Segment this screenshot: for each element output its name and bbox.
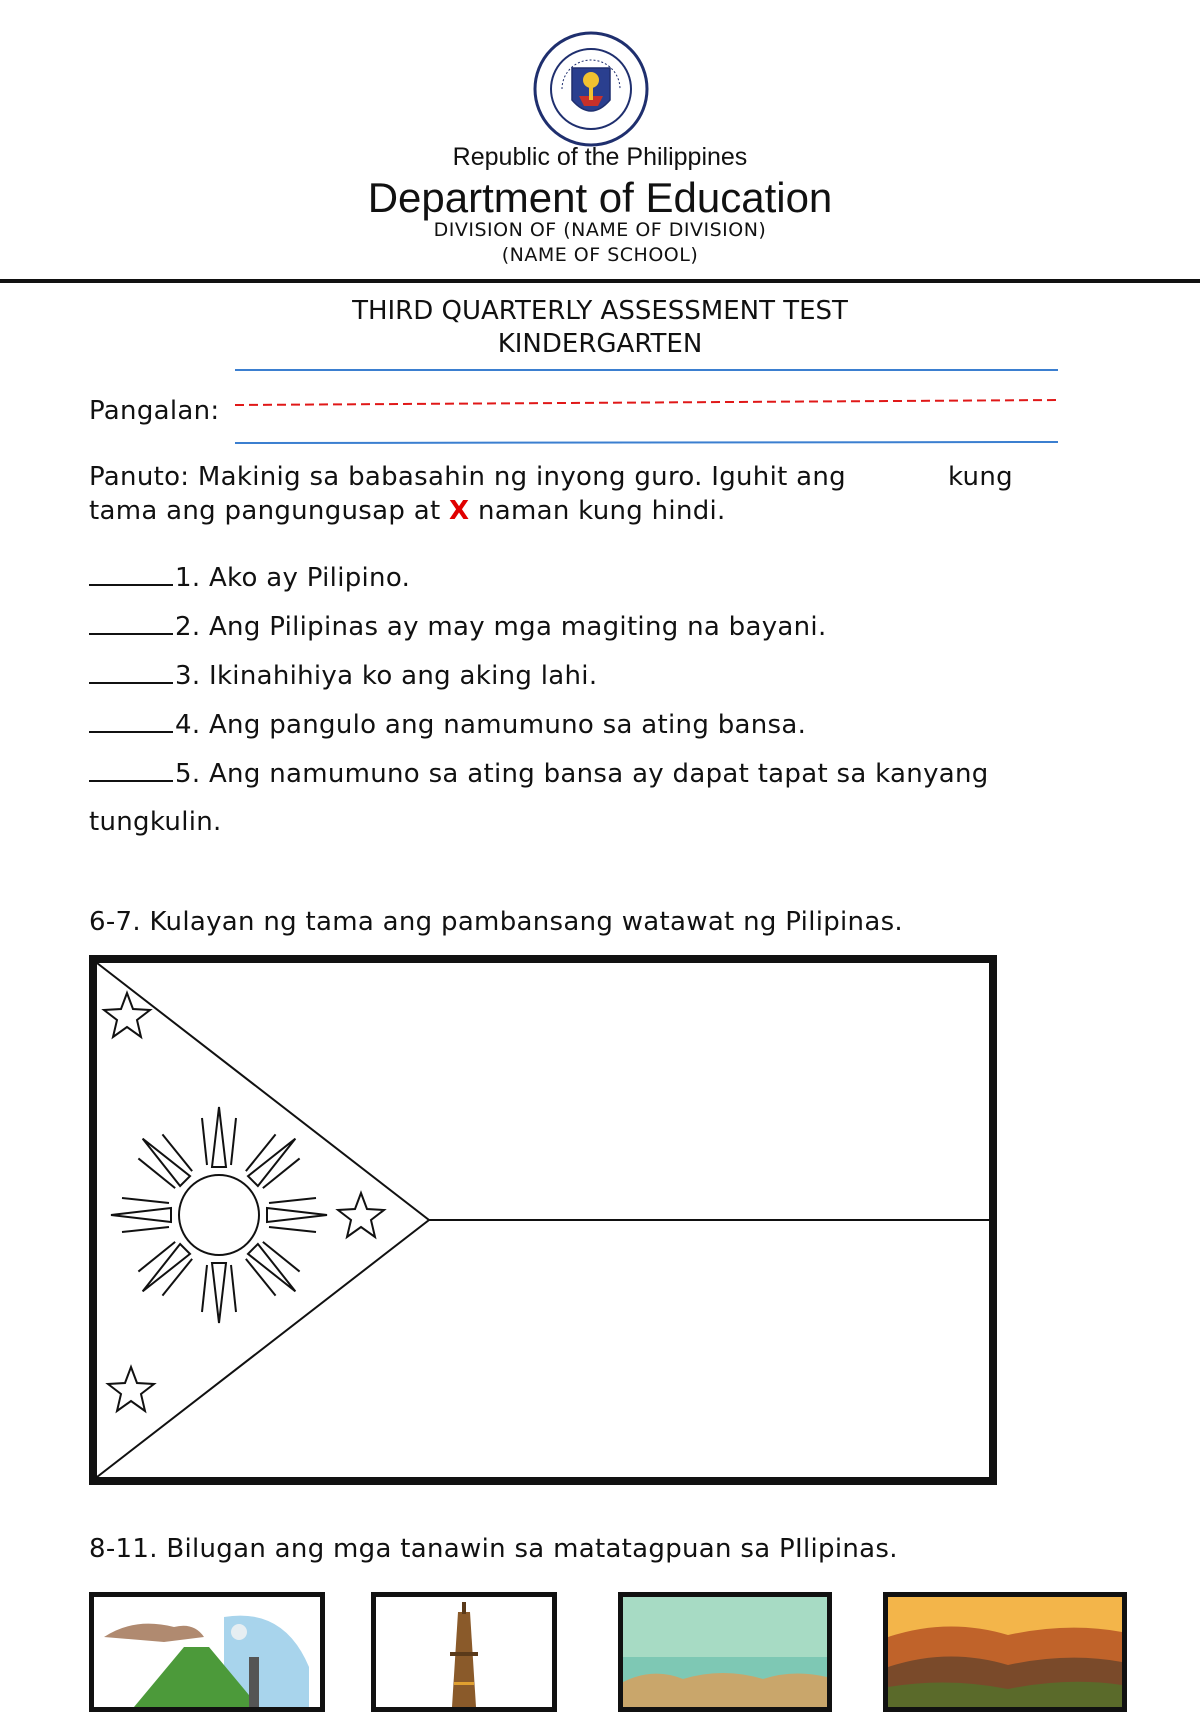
philippine-flag-outline[interactable] <box>89 955 997 1485</box>
volcano-icon <box>94 1597 320 1707</box>
answer-blank[interactable] <box>89 758 173 782</box>
question-item-1: 1. Ako ay Pilipino. <box>89 562 410 593</box>
question-item-4: 4. Ang pangulo ang namumuno sa ating bansa. <box>89 709 806 740</box>
instruction-line-2: tama ang pangungusap at X naman kung hindi. <box>89 496 726 526</box>
answer-blank[interactable] <box>89 562 173 586</box>
question-item-3: 3. Ikinahihiya ko ang aking lahi. <box>89 660 597 691</box>
division-name: DIVISION OF (NAME OF DIVISION) <box>433 219 767 241</box>
question-item-5: 5. Ang namumuno sa ating bansa ay dapat tapat sa kanyang <box>89 758 989 789</box>
header-divider <box>0 279 1200 283</box>
name-label: Pangalan: <box>89 396 220 426</box>
volcano-picture[interactable] <box>89 1592 325 1712</box>
answer-blank[interactable] <box>89 709 173 733</box>
x-mark: X <box>449 496 470 526</box>
instruction-line-1: Panuto: Makinig sa babasahin ng inyong guro. Iguhit ang <box>89 462 846 492</box>
grade-level: KINDERGARTEN <box>497 329 703 359</box>
tower-icon <box>376 1597 552 1707</box>
question-item-5-continuation: tungkulin. <box>89 807 222 837</box>
sun-icon <box>111 1107 327 1323</box>
scenery-prompt: 8-11. Bilugan ang mga tanawin sa matatagpuan sa PIlipinas. <box>89 1534 898 1564</box>
instruction-line-1-end: kung <box>948 462 1013 492</box>
beach-icon <box>623 1597 827 1707</box>
beach-picture[interactable] <box>618 1592 832 1712</box>
rice-terraces-icon <box>888 1597 1122 1707</box>
test-title: THIRD QUARTERLY ASSESSMENT TEST <box>352 296 848 326</box>
flag-coloring-prompt: 6-7. Kulayan ng tama ang pambansang watawat ng Pilipinas. <box>89 907 903 937</box>
deped-seal-logo <box>532 30 650 148</box>
department-heading: Department of Education <box>367 174 833 221</box>
eiffel-tower-picture[interactable] <box>371 1592 557 1712</box>
question-item-2: 2. Ang Pilipinas ay may mga magiting na bayani. <box>89 611 827 642</box>
answer-blank[interactable] <box>89 611 173 635</box>
rice-terraces-picture[interactable] <box>883 1592 1127 1712</box>
answer-blank[interactable] <box>89 660 173 684</box>
school-name: (NAME OF SCHOOL) <box>501 244 699 266</box>
republic-heading: Republic of the Philippines <box>452 143 748 171</box>
